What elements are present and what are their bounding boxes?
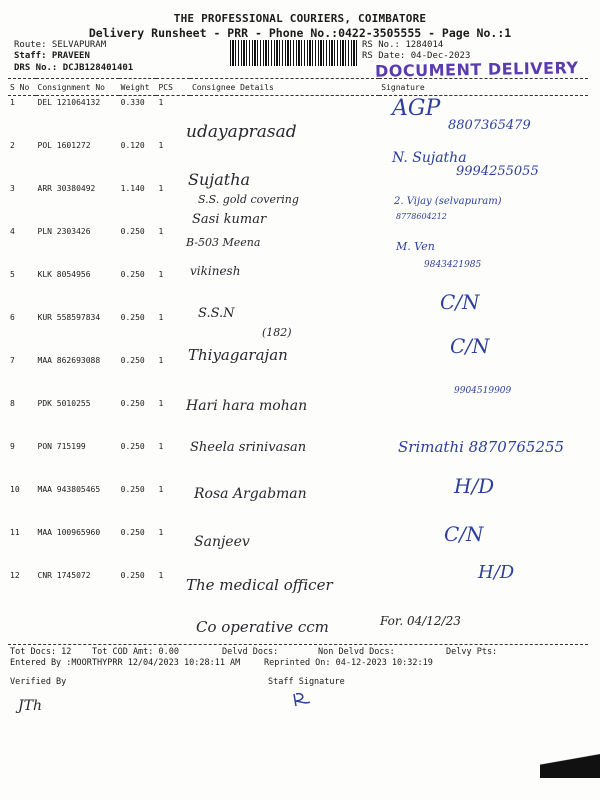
barcode: [230, 40, 358, 66]
runsheet-table: [8, 78, 588, 612]
col-pcs: PCS: [156, 79, 190, 96]
route-label: Route: SELVAPURAM: [14, 40, 107, 50]
signature-phone: 9843421985: [424, 260, 482, 270]
delivered-docs: Delvd Docs:: [222, 647, 279, 657]
signature-phone: 9994255055: [456, 164, 539, 179]
row-weight: 1.140: [120, 184, 145, 193]
signature-phone: 9904519909: [454, 386, 512, 396]
row-consignment-no: PLN 2303426: [37, 227, 91, 236]
row-weight: 0.250: [120, 485, 145, 494]
row-signature: [379, 268, 588, 311]
handwritten-name: Hari hara mohan: [186, 398, 308, 414]
row-consignment-no: KLK 8054956: [37, 270, 91, 279]
signature-mark: AGP: [392, 96, 441, 121]
col-consignment: Consignment No: [36, 79, 119, 96]
handwritten-name: Rosa Argabman: [194, 486, 307, 502]
signature-phone: 8778604212: [396, 212, 447, 221]
row-sno: 3: [10, 184, 15, 193]
total-docs: Tot Docs: 12: [10, 647, 72, 657]
document-delivery-stamp: DOCUMENT DELIVERY: [374, 58, 579, 81]
row-weight: 0.250: [120, 313, 145, 322]
delivery-points: Delvy Pts:: [446, 647, 498, 657]
row-signature: [379, 397, 588, 440]
col-consignee: Consignee Details: [190, 79, 379, 96]
table-header-row: [8, 79, 588, 96]
signature-mark: 2. Vijay (selvapuram): [394, 196, 502, 207]
handwritten-name: Sasi kumar: [192, 212, 267, 227]
row-consignment-no: PDK 5010255: [37, 399, 91, 408]
handwritten-name: Thiyagarajan: [188, 346, 288, 364]
rs-date: RS Date: 04-Dec-2023: [362, 51, 471, 61]
signature-mark: H/D: [478, 562, 515, 583]
row-pcs: 1: [158, 485, 164, 494]
row-pcs: 1: [158, 571, 164, 580]
entered-by: Entered By :MOORTHYPRR 12/04/2023 10:28:11 AM: [10, 658, 241, 668]
row-consignment-no: MAA 862693088: [37, 356, 101, 365]
total-cod: Tot COD Amt: 0.00: [92, 647, 179, 657]
row-sno: 12: [10, 571, 20, 580]
handwritten-name: S.S.N: [198, 306, 235, 321]
handwritten-name: B-503 Meena: [186, 236, 261, 249]
handwritten-name: vikinesh: [190, 264, 241, 278]
signature-mark: H/D: [454, 474, 495, 498]
row-pcs: 1: [158, 356, 164, 365]
row-pcs: 1: [158, 442, 164, 451]
row-sno: 2: [10, 141, 15, 150]
verified-by-label: Verified By: [10, 677, 67, 687]
row-pcs: 1: [158, 227, 164, 236]
row-consignment-no: MAA 100965960: [37, 528, 101, 537]
verified-by-signature: JTh: [18, 698, 42, 714]
row-pcs: 1: [158, 270, 164, 279]
row-pcs: 1: [158, 141, 164, 150]
table-row: [8, 225, 588, 268]
handwritten-name: Sheela srinivasan: [190, 440, 307, 455]
row-sno: 10: [10, 485, 20, 494]
footer-divider: [8, 644, 588, 645]
row-sno: 6: [10, 313, 15, 322]
col-weight: Weight: [119, 79, 157, 96]
row-sno: 4: [10, 227, 15, 236]
paper-corner-shadow: [540, 748, 600, 778]
signature-mark: For. 04/12/23: [380, 614, 461, 628]
row-weight: 0.250: [120, 270, 145, 279]
signature-phone: 8807365479: [448, 118, 531, 133]
row-weight: 0.250: [120, 227, 145, 236]
staff-label: Staff: PRAVEEN: [14, 51, 90, 61]
col-signature: Signature: [379, 79, 588, 96]
row-weight: 0.330: [120, 98, 145, 107]
row-sno: 8: [10, 399, 15, 408]
handwritten-name: S.S. gold covering: [198, 193, 299, 206]
row-consignment-no: KUR 558597834: [37, 313, 101, 322]
rs-number: RS No.: 1284014: [362, 40, 444, 50]
row-sno: 1: [10, 98, 15, 107]
staff-signature-label: Staff Signature: [268, 677, 345, 687]
table-row: [8, 268, 588, 311]
signature-mark: C/N: [450, 334, 490, 358]
handwritten-name: (182): [262, 326, 292, 339]
signature-mark: N. Sujatha: [392, 150, 467, 166]
row-weight: 0.120: [120, 141, 145, 150]
row-weight: 0.250: [120, 571, 145, 580]
row-pcs: 1: [158, 313, 164, 322]
row-weight: 0.250: [120, 399, 145, 408]
handwritten-name: Sanjeev: [194, 534, 250, 550]
row-sno: 11: [10, 528, 20, 537]
row-pcs: 1: [158, 399, 164, 408]
signature-mark: M. Ven: [396, 240, 435, 253]
signature-mark: C/N: [444, 522, 484, 546]
handwritten-name: udayaprasad: [186, 122, 297, 142]
row-weight: 0.250: [120, 528, 145, 537]
table-row: [8, 311, 588, 354]
row-sno: 7: [10, 356, 15, 365]
col-sno: S No: [8, 79, 36, 96]
handwritten-name: Co operative ccm: [196, 618, 329, 636]
staff-signature-mark: [290, 690, 312, 710]
signature-mark: Srimathi 8870765255: [398, 438, 565, 456]
company-title: THE PROFESSIONAL COURIERS, COIMBATORE: [173, 12, 427, 25]
row-consignment-no: ARR 30380492: [37, 184, 96, 193]
handwritten-name: Sujatha: [188, 170, 251, 189]
row-consignment-no: CNR 1745072: [37, 571, 91, 580]
row-consignment-no: POL 1601272: [37, 141, 91, 150]
row-pcs: 1: [158, 184, 164, 193]
row-sno: 9: [10, 442, 15, 451]
non-delivered-docs: Non Delvd Docs:: [318, 647, 395, 657]
row-weight: 0.250: [120, 442, 145, 451]
row-consignment-no: PON 715199: [37, 442, 86, 451]
row-consignment-no: DEL 121064132: [37, 98, 101, 107]
row-consignment-no: MAA 943805465: [37, 485, 101, 494]
reprinted-on: Reprinted On: 04-12-2023 10:32:19: [264, 658, 433, 668]
row-weight: 0.250: [120, 356, 145, 365]
row-sno: 5: [10, 270, 15, 279]
row-pcs: 1: [158, 98, 164, 107]
handwritten-name: The medical officer: [186, 576, 333, 594]
runsheet-subtitle: Delivery Runsheet - PRR - Phone No.:0422-3505555 - Page No.:1: [88, 26, 512, 40]
drs-number: DRS No.: DCJB128401401: [14, 63, 134, 73]
signature-mark: C/N: [440, 290, 480, 314]
row-pcs: 1: [158, 528, 164, 537]
